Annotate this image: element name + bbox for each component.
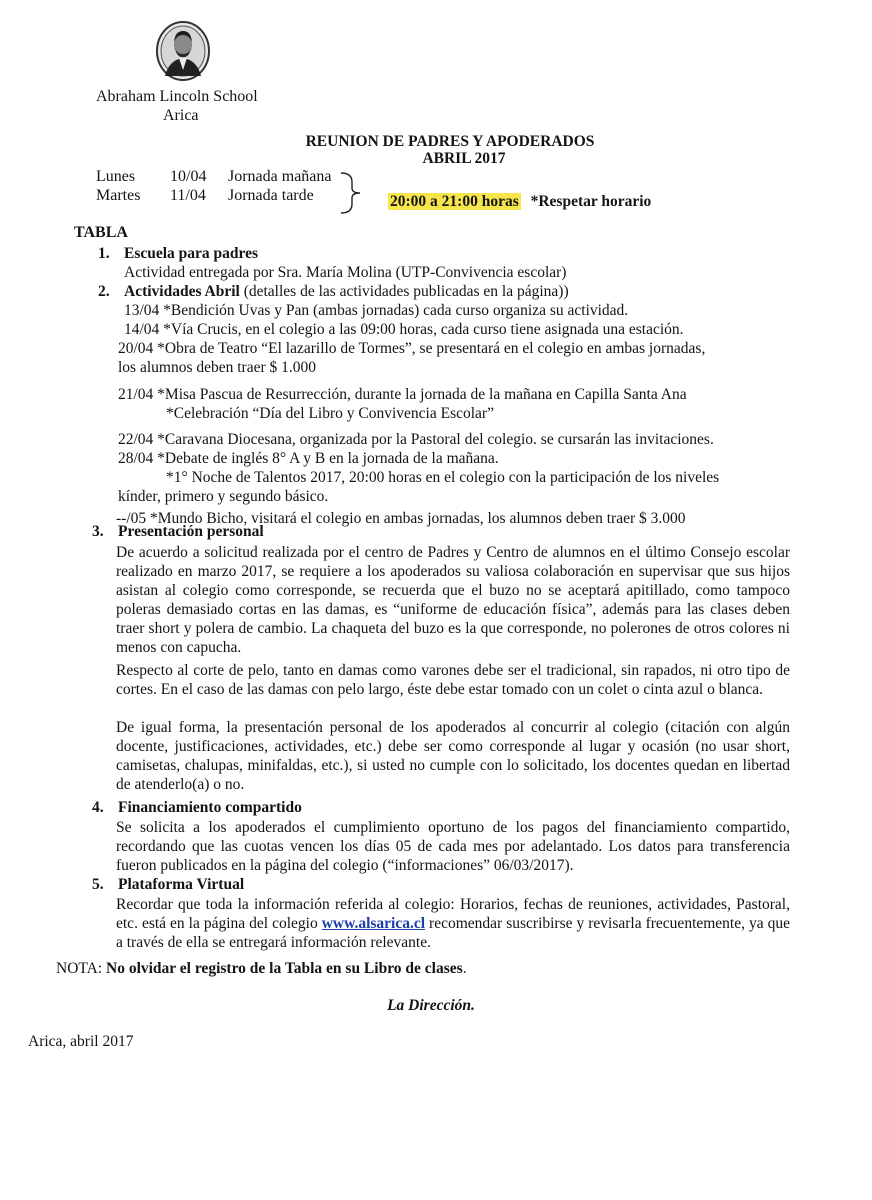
section-title: Financiamiento compartido xyxy=(118,799,302,816)
section-number: 2. xyxy=(98,283,110,300)
activity-line: 21/04 *Misa Pascua de Resurrección, durante la jornada de la mañana en Capilla Santa Ana xyxy=(118,386,687,403)
activity-line: *Celebración “Día del Libro y Convivencia Escolar” xyxy=(166,405,494,422)
section-2-heading xyxy=(98,283,569,301)
schedule-note: *Respetar horario xyxy=(530,193,652,210)
activity-line: los alumnos deben traer $ 1.000 xyxy=(118,359,317,376)
section-title-note: (detalles de las actividades publicadas en la página)) xyxy=(243,283,569,300)
document-title: REUNION DE PADRES Y APODERADOS xyxy=(305,133,595,150)
section-4-heading xyxy=(92,799,302,817)
section-number: 4. xyxy=(92,799,104,816)
signature: La Dirección. xyxy=(387,997,475,1014)
school-name: Abraham Lincoln School xyxy=(96,88,258,105)
activity-line: 20/04 *Obra de Teatro “El lazarillo de Tormes”, se presentará en el colegio en ambas jornadas, xyxy=(118,340,706,357)
activity-line: --/05 *Mundo Bicho, visitará el colegio en ambas jornadas, los alumnos deben traer $ 3.000 xyxy=(116,510,686,527)
nota-text: No olvidar el registro de la Tabla en su Libro de clases xyxy=(106,960,463,977)
section-1-text: Actividad entregada por Sra. María Molina (UTP-Convivencia escolar) xyxy=(124,264,567,281)
section-number: 3. xyxy=(92,523,104,540)
section-3-paragraph: Respecto al corte de pelo, tanto en damas como varones debe ser el tradicional, sin rapados, ni otro tipo de cortes. En el caso de las damas con pelo largo, éste debe estar tomado con un colet o cinta azul o blanca. xyxy=(116,662,790,698)
activity-line: kínder, primero y segundo básico. xyxy=(118,488,329,505)
section-4-paragraph: Se solicita a los apoderados el cumplimiento oportuno de los pagos del financiamiento compartido, recordando que las cuotas vencen los días 05 de cada mes por adelantado. Los datos para transferencia fueron publicados en la página del colegio (“informaciones” 06/03/2017). xyxy=(116,819,790,874)
activity-line: 14/04 *Vía Crucis, en el colegio a las 09:00 horas, cada curso tiene asignada una estación. xyxy=(124,321,684,338)
schedule-time-highlight: 20:00 a 21:00 horas xyxy=(390,193,519,210)
document-subtitle: ABRIL 2017 xyxy=(422,150,506,167)
nota-label: NOTA: xyxy=(56,960,106,977)
activity-line: 22/04 *Caravana Diocesana, organizada por la Pastoral del colegio. se cursarán las invitaciones. xyxy=(118,431,714,448)
schedule-time-row xyxy=(388,193,651,211)
section-5-text: Recordar que toda la información referida al colegio: Horarios, fechas de reuniones, actividades, Pastoral, etc. está en la página del colegio xyxy=(116,896,790,932)
school-city: Arica xyxy=(163,107,199,124)
section-title: Escuela para padres xyxy=(124,245,259,262)
section-number: 1. xyxy=(98,245,110,262)
section-title: Plataforma Virtual xyxy=(118,876,245,893)
activity-line: 28/04 *Debate de inglés 8° A y B en la jornada de la mañana. xyxy=(118,450,499,467)
schedule-date: 11/04 xyxy=(170,187,206,204)
section-5-heading xyxy=(92,876,244,894)
activity-line: 13/04 *Bendición Uvas y Pan (ambas jornadas) cada curso organiza su actividad. xyxy=(124,302,629,319)
lincoln-portrait-seal xyxy=(155,20,211,82)
tabla-heading: TABLA xyxy=(74,224,128,241)
section-5-text: recomendar suscribirse y revisarla frecuentemente, ya que a través de ella se entregará información relevante. xyxy=(116,915,791,951)
schedule-day: Martes xyxy=(96,187,141,204)
section-3-heading xyxy=(92,523,264,541)
schedule-brace xyxy=(338,170,368,216)
nota-line xyxy=(56,960,467,978)
place-date: Arica, abril 2017 xyxy=(28,1033,134,1050)
school-website-link[interactable]: www.alsarica.cl xyxy=(321,915,426,932)
section-1-heading xyxy=(98,245,258,263)
schedule-day: Lunes xyxy=(96,168,136,185)
section-5-paragraph xyxy=(116,895,790,952)
schedule-shift: Jornada tarde xyxy=(228,187,314,204)
activity-line: *1° Noche de Talentos 2017, 20:00 horas en el colegio con la participación de los niveles xyxy=(166,469,720,486)
section-3-paragraph: De acuerdo a solicitud realizada por el centro de Padres y Centro de alumnos en el último Consejo escolar realizado en marzo 2017, se requiere a los apoderados su valiosa colaboración en supervisar que sus hijos asistan al colegio como corresponde, se recuerda que el buzo no se aceptará apitillado, como tampoco poleras demasiado cortas en las damas, es “uniforme de educación física”, además para las clases deben traer short y polera de cambio. La chaqueta del buzo es la que corresponde, no polerones de otros colores ni menos con capucha. xyxy=(116,544,790,656)
section-title: Actividades Abril xyxy=(124,283,240,300)
section-title: Presentación personal xyxy=(118,523,264,540)
schedule-shift: Jornada mañana xyxy=(228,168,332,185)
section-3-paragraph: De igual forma, la presentación personal de los apoderados al concurrir al colegio (citación con algún docente, justificaciones, actividades, etc.) debe ser como corresponde al lugar y ocasión (no usar short, camisetas, chalupas, minifaldas, etc.), si usted no cumple con lo solicitado, los docentes quedan en libertad de atenderlo(a) o no. xyxy=(116,719,790,793)
section-number: 5. xyxy=(92,876,104,893)
nota-end: . xyxy=(462,960,467,977)
schedule-date: 10/04 xyxy=(170,168,207,185)
